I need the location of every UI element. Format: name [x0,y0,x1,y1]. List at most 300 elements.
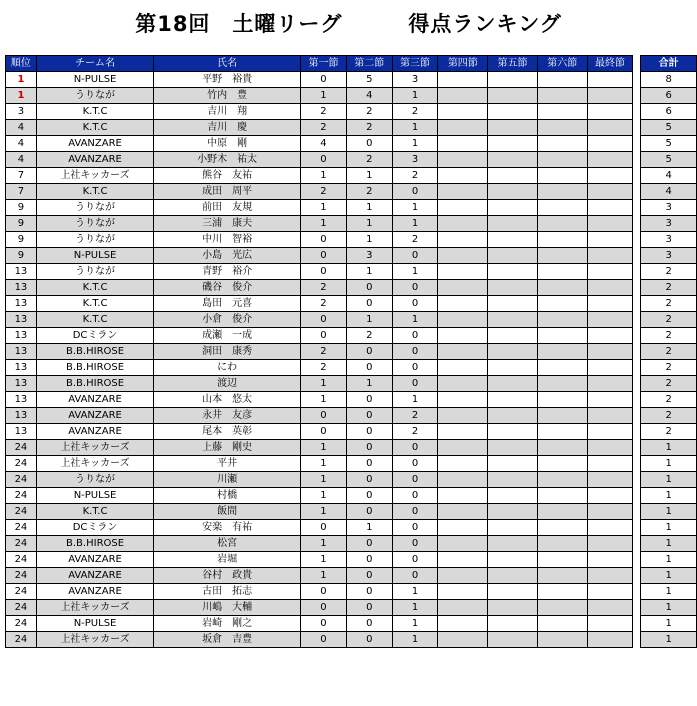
cell-s5 [488,344,538,360]
ranking-table [5,55,697,648]
cell-s4 [438,424,488,440]
cell-s6 [537,184,587,200]
cell-total: 2 [641,392,697,408]
cell-name: 古田 拓志 [154,584,301,600]
cell-name: 三浦 康夫 [154,216,301,232]
header-section-3: 第三節 [392,56,438,72]
cell-s1: 1 [301,200,347,216]
cell-sf [587,184,633,200]
table-row [6,504,697,520]
cell-rank: 1 [6,88,37,104]
cell-s6 [537,360,587,376]
cell-s1: 1 [301,376,347,392]
cell-s2: 0 [346,360,392,376]
table-row [6,88,697,104]
cell-total: 2 [641,360,697,376]
cell-name: 平野 裕貴 [154,72,301,88]
cell-s5 [488,296,538,312]
cell-rank: 4 [6,136,37,152]
cell-rank: 3 [6,104,37,120]
cell-s4 [438,216,488,232]
cell-sf [587,280,633,296]
cell-s2: 0 [346,408,392,424]
cell-rank: 24 [6,520,37,536]
cell-s4 [438,376,488,392]
cell-s1: 0 [301,632,347,648]
cell-s6 [537,328,587,344]
column-gap [633,488,641,504]
cell-team: B.B.HIROSE [36,536,153,552]
cell-rank: 24 [6,440,37,456]
cell-s1: 0 [301,72,347,88]
cell-name: 中原 剛 [154,136,301,152]
cell-s3: 1 [392,264,438,280]
cell-s6 [537,200,587,216]
cell-sf [587,488,633,504]
cell-s6 [537,520,587,536]
cell-s3: 1 [392,312,438,328]
cell-sf [587,504,633,520]
cell-s6 [537,232,587,248]
cell-team: N-PULSE [36,248,153,264]
ranking-rows [6,72,697,648]
cell-s4 [438,408,488,424]
cell-s6 [537,136,587,152]
cell-team: AVANZARE [36,584,153,600]
cell-s3: 1 [392,616,438,632]
cell-s4 [438,232,488,248]
table-row [6,72,697,88]
cell-sf [587,424,633,440]
cell-name: 成田 周平 [154,184,301,200]
cell-s1: 0 [301,584,347,600]
cell-s5 [488,392,538,408]
cell-s5 [488,376,538,392]
cell-total: 2 [641,280,697,296]
cell-rank: 9 [6,232,37,248]
cell-s4 [438,456,488,472]
cell-s3: 0 [392,360,438,376]
column-gap [633,88,641,104]
cell-s5 [488,136,538,152]
cell-team: K.T.C [36,312,153,328]
cell-s1: 2 [301,296,347,312]
column-gap [633,632,641,648]
cell-total: 8 [641,72,697,88]
cell-s6 [537,536,587,552]
cell-s1: 1 [301,488,347,504]
cell-team: DCミラン [36,328,153,344]
cell-total: 4 [641,168,697,184]
cell-s3: 0 [392,472,438,488]
column-gap [633,424,641,440]
cell-s5 [488,520,538,536]
cell-s5 [488,152,538,168]
cell-s6 [537,392,587,408]
cell-team: 上社キッカーズ [36,168,153,184]
cell-s4 [438,344,488,360]
cell-s4 [438,200,488,216]
cell-name: 平井 [154,456,301,472]
cell-team: B.B.HIROSE [36,376,153,392]
cell-name: 川瀬 [154,472,301,488]
cell-sf [587,392,633,408]
cell-s6 [537,280,587,296]
cell-s3: 0 [392,440,438,456]
cell-s5 [488,424,538,440]
table-row [6,136,697,152]
cell-name: 坂倉 吉豊 [154,632,301,648]
cell-rank: 9 [6,248,37,264]
cell-total: 1 [641,600,697,616]
cell-s1: 1 [301,440,347,456]
cell-s1: 2 [301,280,347,296]
column-gap [633,72,641,88]
cell-total: 3 [641,216,697,232]
column-gap [633,456,641,472]
column-gap [633,136,641,152]
cell-sf [587,360,633,376]
cell-team: AVANZARE [36,136,153,152]
cell-s5 [488,472,538,488]
column-gap [633,360,641,376]
cell-total: 6 [641,104,697,120]
table-row [6,312,697,328]
table-row [6,408,697,424]
cell-sf [587,632,633,648]
cell-s6 [537,216,587,232]
cell-total: 5 [641,120,697,136]
cell-sf [587,216,633,232]
table-row [6,616,697,632]
cell-s3: 3 [392,72,438,88]
table-row [6,248,697,264]
cell-sf [587,440,633,456]
cell-name: 磯谷 俊介 [154,280,301,296]
cell-sf [587,520,633,536]
cell-s3: 1 [392,136,438,152]
column-gap [633,392,641,408]
cell-sf [587,264,633,280]
cell-name: 前田 友規 [154,200,301,216]
cell-sf [587,104,633,120]
cell-s4 [438,632,488,648]
cell-s5 [488,312,538,328]
cell-rank: 7 [6,168,37,184]
cell-rank: 13 [6,328,37,344]
cell-s2: 0 [346,280,392,296]
cell-name: 尾本 英彰 [154,424,301,440]
cell-s6 [537,296,587,312]
table-row [6,456,697,472]
table-row [6,536,697,552]
cell-team: AVANZARE [36,424,153,440]
cell-s6 [537,264,587,280]
cell-s2: 0 [346,600,392,616]
cell-sf [587,136,633,152]
cell-sf [587,312,633,328]
cell-name: 小倉 俊介 [154,312,301,328]
cell-s1: 4 [301,136,347,152]
cell-s1: 1 [301,392,347,408]
cell-s3: 1 [392,200,438,216]
cell-total: 1 [641,632,697,648]
cell-team: K.T.C [36,120,153,136]
column-gap [633,280,641,296]
cell-s4 [438,488,488,504]
cell-s4 [438,184,488,200]
cell-total: 2 [641,328,697,344]
column-gap [633,568,641,584]
cell-s2: 1 [346,376,392,392]
cell-name: 熊谷 友祐 [154,168,301,184]
column-gap [633,440,641,456]
cell-sf [587,248,633,264]
header-section-5: 第五節 [488,56,538,72]
cell-s5 [488,584,538,600]
cell-s2: 1 [346,216,392,232]
cell-s4 [438,392,488,408]
cell-s6 [537,488,587,504]
table-row [6,200,697,216]
cell-total: 2 [641,264,697,280]
cell-sf [587,600,633,616]
cell-s4 [438,280,488,296]
cell-total: 2 [641,424,697,440]
cell-total: 1 [641,568,697,584]
cell-s4 [438,472,488,488]
cell-rank: 24 [6,568,37,584]
table-row [6,376,697,392]
cell-s5 [488,72,538,88]
cell-team: 上社キッカーズ [36,600,153,616]
page-title: 第18回 土曜リーグ 得点ランキング [135,12,562,36]
cell-s6 [537,408,587,424]
column-gap [633,600,641,616]
cell-rank: 9 [6,200,37,216]
cell-team: K.T.C [36,504,153,520]
column-gap [633,584,641,600]
cell-rank: 13 [6,392,37,408]
cell-s5 [488,488,538,504]
cell-s4 [438,328,488,344]
cell-s5 [488,360,538,376]
cell-rank: 13 [6,344,37,360]
cell-team: AVANZARE [36,152,153,168]
cell-team: DCミラン [36,520,153,536]
column-gap [633,168,641,184]
cell-s6 [537,632,587,648]
table-row [6,568,697,584]
cell-s1: 0 [301,408,347,424]
table-row [6,152,697,168]
cell-s4 [438,440,488,456]
cell-total: 2 [641,344,697,360]
cell-s6 [537,344,587,360]
column-gap [633,232,641,248]
cell-name: 岩堀 [154,552,301,568]
cell-s3: 0 [392,376,438,392]
cell-s5 [488,232,538,248]
cell-rank: 13 [6,424,37,440]
cell-s5 [488,408,538,424]
cell-s3: 2 [392,104,438,120]
cell-team: AVANZARE [36,392,153,408]
cell-sf [587,88,633,104]
cell-team: うりなが [36,264,153,280]
cell-s3: 1 [392,216,438,232]
cell-rank: 13 [6,312,37,328]
cell-rank: 24 [6,632,37,648]
cell-s2: 0 [346,344,392,360]
cell-s2: 5 [346,72,392,88]
cell-total: 1 [641,456,697,472]
cell-name: 竹内 豊 [154,88,301,104]
cell-s6 [537,72,587,88]
cell-total: 1 [641,616,697,632]
cell-name: 渡辺 [154,376,301,392]
cell-team: N-PULSE [36,72,153,88]
cell-rank: 13 [6,408,37,424]
cell-rank: 24 [6,488,37,504]
cell-s1: 1 [301,88,347,104]
cell-s2: 0 [346,536,392,552]
header-total: 合計 [641,56,697,72]
cell-s4 [438,120,488,136]
cell-sf [587,232,633,248]
cell-name: にわ [154,360,301,376]
cell-s2: 1 [346,200,392,216]
cell-s4 [438,584,488,600]
table-row [6,424,697,440]
cell-s4 [438,552,488,568]
table-row [6,392,697,408]
cell-s3: 3 [392,152,438,168]
cell-rank: 24 [6,504,37,520]
cell-s5 [488,456,538,472]
cell-s1: 1 [301,504,347,520]
cell-s6 [537,104,587,120]
cell-s3: 0 [392,280,438,296]
cell-rank: 13 [6,296,37,312]
cell-sf [587,344,633,360]
cell-rank: 13 [6,264,37,280]
cell-sf [587,200,633,216]
cell-s5 [488,504,538,520]
cell-s3: 0 [392,488,438,504]
cell-s2: 0 [346,440,392,456]
cell-s1: 1 [301,536,347,552]
cell-s2: 0 [346,136,392,152]
cell-total: 1 [641,536,697,552]
cell-total: 2 [641,312,697,328]
cell-name: 洞田 康秀 [154,344,301,360]
cell-s6 [537,424,587,440]
cell-name: 永井 友彦 [154,408,301,424]
cell-s3: 0 [392,248,438,264]
column-gap [633,616,641,632]
cell-s3: 2 [392,408,438,424]
cell-s5 [488,280,538,296]
cell-s4 [438,136,488,152]
cell-total: 1 [641,504,697,520]
cell-team: B.B.HIROSE [36,344,153,360]
column-gap [633,312,641,328]
cell-total: 2 [641,296,697,312]
cell-s2: 0 [346,392,392,408]
cell-sf [587,616,633,632]
cell-s1: 0 [301,264,347,280]
cell-s5 [488,440,538,456]
table-row [6,440,697,456]
cell-total: 5 [641,136,697,152]
header-row [6,56,697,72]
cell-s1: 1 [301,568,347,584]
header-team: チーム名 [36,56,153,72]
header-rank: 順位 [6,56,37,72]
cell-s1: 1 [301,168,347,184]
cell-team: うりなが [36,216,153,232]
cell-name: 山本 悠太 [154,392,301,408]
cell-s3: 2 [392,424,438,440]
cell-s4 [438,616,488,632]
cell-s1: 1 [301,216,347,232]
header-section-final: 最終節 [587,56,633,72]
cell-sf [587,584,633,600]
cell-s2: 2 [346,184,392,200]
cell-name: 吉川 翔 [154,104,301,120]
cell-rank: 13 [6,280,37,296]
cell-s3: 0 [392,520,438,536]
table-row [6,104,697,120]
cell-sf [587,408,633,424]
cell-rank: 24 [6,472,37,488]
column-gap [633,408,641,424]
cell-s6 [537,440,587,456]
cell-s3: 0 [392,568,438,584]
cell-rank: 24 [6,600,37,616]
cell-s4 [438,600,488,616]
cell-total: 3 [641,248,697,264]
table-row [6,328,697,344]
cell-s2: 0 [346,616,392,632]
cell-sf [587,120,633,136]
cell-s4 [438,296,488,312]
cell-s1: 0 [301,616,347,632]
cell-name: 青野 裕介 [154,264,301,280]
cell-team: K.T.C [36,296,153,312]
cell-sf [587,152,633,168]
cell-s6 [537,152,587,168]
cell-team: N-PULSE [36,488,153,504]
cell-s4 [438,568,488,584]
header-name: 氏名 [154,56,301,72]
cell-s6 [537,168,587,184]
cell-team: うりなが [36,472,153,488]
cell-rank: 13 [6,360,37,376]
cell-s2: 0 [346,568,392,584]
cell-s6 [537,616,587,632]
column-gap [633,344,641,360]
cell-s3: 0 [392,536,438,552]
cell-s2: 0 [346,632,392,648]
cell-s4 [438,88,488,104]
cell-name: 飯間 [154,504,301,520]
cell-s5 [488,600,538,616]
cell-s2: 0 [346,552,392,568]
cell-s2: 2 [346,328,392,344]
cell-rank: 24 [6,584,37,600]
